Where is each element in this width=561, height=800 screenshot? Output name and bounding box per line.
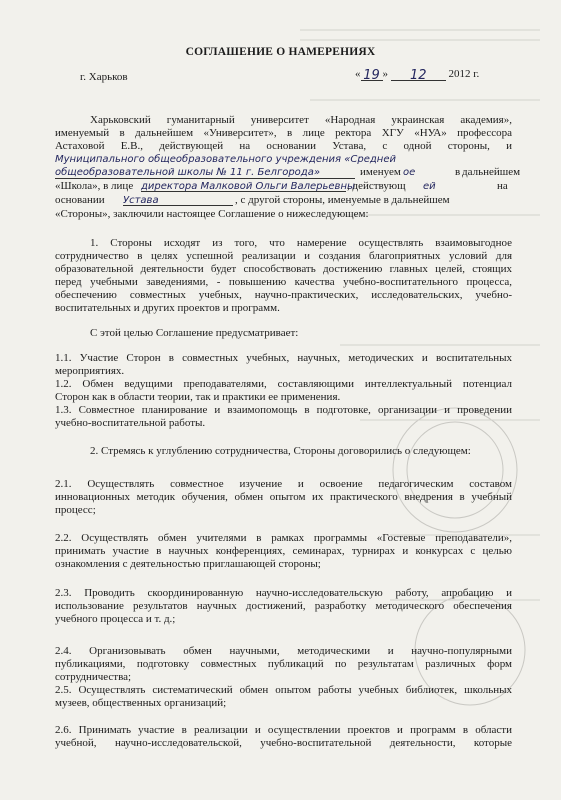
further-word: дальнейшем	[462, 166, 521, 178]
item-1-3-line-2: учебно-воспитательной работы.	[55, 417, 206, 429]
p1-line-5: обеспечению совместных учебных, научно-практических, исследовательских, учебно-	[55, 289, 512, 301]
item-2-4-line-3: сотрудничества;	[55, 671, 132, 683]
school-label: «Школа», в лице	[55, 180, 134, 192]
date-field: « 19 » 12 2012 г.	[355, 68, 480, 83]
intro-school-line	[55, 180, 512, 193]
item-2-2-line-3: ознакомления с деятельностью приглашающей стороны;	[55, 558, 321, 570]
handwritten-named-ending: ое	[403, 167, 416, 178]
on-word: на	[497, 180, 508, 192]
item-2-3-line-2: использование результатов научных достижений, разработку методического обеспечения	[55, 600, 512, 612]
item-2-1-line-1: 2.1. Осуществлять совместное изучение и освоение педагогическим составом	[55, 478, 512, 490]
item-2-3-line-1: 2.3. Проводить скоординированную научно-исследовательскую работу, апробацию и	[55, 587, 512, 599]
in-word: в	[455, 166, 461, 178]
intro-line-1: Харьковский гуманитарный университет «Народная украинская академия»,	[90, 114, 512, 126]
item-1-1-line-2: мероприятиях.	[55, 365, 125, 377]
intro-handwritten-org-2	[55, 166, 521, 179]
item-1-1-line-1: 1.1. Участие Сторон в совместных учебных, научных, методических и воспитательных	[55, 352, 512, 364]
p1-line-4: перед учебными заведениями, - повышению качества учебно-воспитательного процесса,	[55, 276, 512, 288]
item-2-6-line-1: 2.6. Принимать участие в реализации и осуществлении проектов и программ в области	[55, 724, 512, 736]
item-2-4-line-1: 2.4. Организовывать обмен научными, методическими и научно-популярными	[55, 645, 512, 657]
p1-line-2: сотрудничество в целях успешной реализации и создания благоприятных условий для	[55, 250, 512, 262]
intro-handwritten-org-1	[55, 153, 512, 166]
basis-label: основании	[55, 194, 105, 206]
p2-heading: 2. Стремясь к углублению сотрудничества, Стороны договорились о следующем:	[90, 445, 471, 457]
date-month: 12	[409, 68, 427, 83]
document-title: СОГЛАШЕНИЕ О НАМЕРЕНИЯХ	[185, 46, 376, 58]
date-year: 2012 г.	[448, 68, 480, 80]
city: г. Харьков	[80, 71, 128, 83]
intro-last-line: «Стороны», заключили настоящее Соглашение о нижеследующем:	[55, 208, 369, 220]
date-day: 19	[363, 68, 380, 83]
item-2-2-line-1: 2.2. Осуществлять обмен учителями в рамках программы «Гостевые преподаватели»,	[55, 532, 512, 544]
handwritten-org-2: общеобразовательной школы № 11 г. Белгорода»	[55, 167, 320, 178]
item-1-3-line-1: 1.3. Совместное планирование и взаимопомощь в подготовке, организации и проведении	[55, 404, 512, 416]
item-1-2-line-1: 1.2. Обмен ведущими преподавателями, составляющими интеллектуальный потенциал	[55, 378, 512, 390]
acting-label: , действующ	[347, 180, 406, 192]
item-2-1-line-2: инновационных методик обучения, обмен опытом их практического внедрения в учебный	[55, 491, 512, 503]
intro-basis-line	[55, 194, 512, 207]
handwritten-acting-ending: ей	[423, 181, 436, 192]
item-2-3-line-3: учебного процесса и т. д.;	[55, 613, 176, 625]
handwritten-org-1: Муниципального общеобразовательного учреждения «Средней	[55, 154, 396, 165]
item-2-4-line-2: публикациями, подготовку совместных публикаций по результатам различных форм	[55, 658, 512, 670]
item-2-5-line-1: 2.5. Осуществлять систематический обмен опытом работы учебных библиотек, школьных	[55, 684, 512, 696]
p1-line-1: 1. Стороны исходят из того, что намерение осуществлять взаимовыгодное	[90, 237, 512, 249]
p1-line-6: воспитательных и других проектов и программ.	[55, 302, 280, 314]
item-2-2-line-2: принимать участие в научных конференциях, семинарах, турнирах и конкурсах с целью	[55, 545, 512, 557]
basis-tail: , с другой стороны, именуемые в дальнейшем	[235, 194, 450, 206]
item-2-6-line-2: учебной, научно-исследовательской, учебно-воспитательной деятельности, которые	[55, 737, 512, 749]
item-2-5-line-2: музеев, общественных организаций;	[55, 697, 227, 709]
handwritten-director: директора Малковой Ольги Валерьевны	[141, 181, 355, 192]
provides-heading: С этой целью Соглашение предусматривает:	[90, 327, 299, 339]
p1-line-3: образовательной деятельности будет способствовать достижению главных целей, стоящих	[55, 263, 512, 275]
intro-line-2: именуемый в дальнейшем «Университет», в лице ректора ХГУ «НУА» профессора	[55, 127, 512, 139]
item-2-1-line-3: процесс;	[55, 504, 96, 516]
item-1-2-line-2: Сторон как в области теории, так и практики ее применения.	[55, 391, 341, 403]
handwritten-basis: Устава	[123, 194, 233, 206]
named-label: именуем	[360, 166, 401, 178]
intro-line-3: Астаховой Е.В., действующей на основании Устава, с одной стороны, и	[55, 140, 512, 152]
